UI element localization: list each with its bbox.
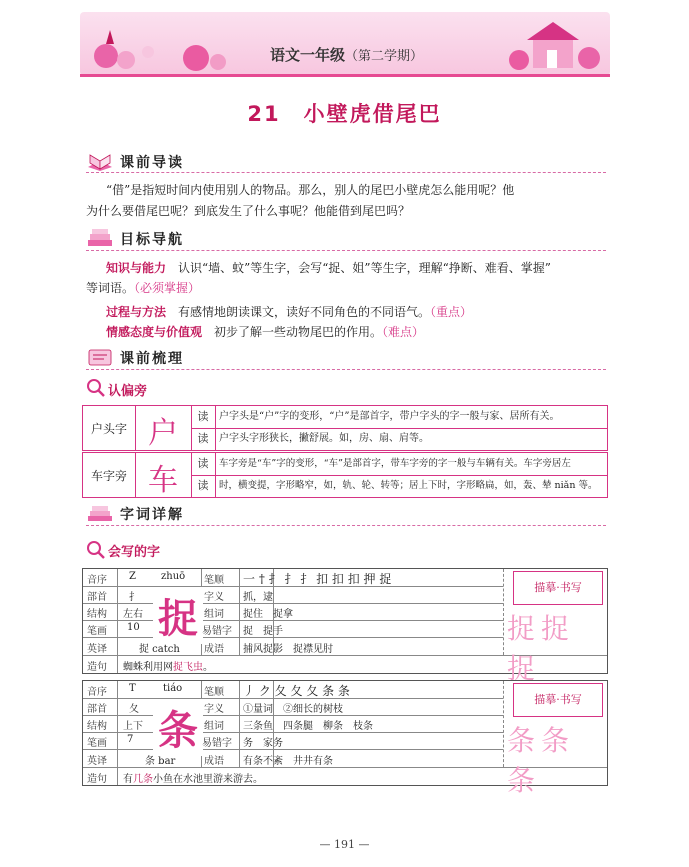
read-label: 读: [197, 479, 209, 492]
read-label: 读: [197, 457, 209, 470]
example-highlight: 捉飞虫: [173, 662, 203, 673]
trace-characters: 捉捉捉: [507, 612, 576, 685]
books-icon: [86, 503, 114, 523]
label-bushou: 部首: [87, 704, 107, 715]
magnifier-icon: [86, 378, 106, 398]
books-stack-icon: [86, 228, 114, 248]
radical-desc-2: 时，横变提，字形略窄，如，轨、轮、转等；居上下时，字形略扁，如，轰、辇 niǎn 等。: [219, 480, 598, 491]
label-zuci: 组词: [204, 609, 224, 620]
goal-attitude: [106, 322, 626, 342]
goal-attitude-label: 情感态度与价值观: [106, 325, 203, 339]
trace-label: 描摹·书写: [513, 571, 603, 605]
book-title: 语文一年级（第二学期）: [270, 46, 424, 64]
label-jiegou: 结构: [87, 609, 107, 620]
radical-desc-1: 户字头是“户”字的变形，“户”是部首字，带户字头的字一般与家、居所有关。: [219, 411, 560, 422]
section-review-rule: [86, 369, 606, 370]
section-words-rule: [86, 525, 606, 526]
read-label: 读: [197, 410, 209, 423]
section-review-title: 课前梳理: [120, 351, 184, 367]
section-goals-title: 目标导航: [120, 232, 184, 248]
intro-line-2: 为什么要借尾巴呢？到底发生了什么事呢？他能借到尾巴吗？: [86, 204, 411, 218]
label-chengyu: 成语: [204, 644, 224, 655]
label-zuci: 组词: [204, 721, 224, 732]
value-zuci: 捉住 捉拿: [243, 609, 293, 620]
example-sentence: 有几条小鱼在水池里游来游去。: [123, 774, 263, 785]
value-bishun: 一 † 扌 扌 扌 扣 扣 扣 押 捉: [243, 572, 392, 586]
example-highlight: 几条: [133, 774, 153, 785]
read-label: 读: [197, 432, 209, 445]
section-intro-rule: [86, 172, 606, 173]
label-ziyi: 字义: [204, 592, 224, 603]
label-bihua: 笔画: [87, 626, 107, 637]
label-yingyi: 英译: [87, 644, 107, 655]
value-jiegou: 上下: [123, 721, 143, 732]
trace-label: 描摹·书写: [513, 683, 603, 717]
intro-line-1: “借”是指短时间内使用别人的物品。那么，别人的尾巴小壁虎怎么能用呢？他: [106, 183, 515, 197]
trace-characters: 条条条: [507, 724, 576, 797]
value-yicuo: 务 家务: [243, 738, 283, 749]
goal-knowledge-tag: （必须掌握）: [134, 281, 201, 295]
value-bihua: 7: [127, 734, 134, 745]
goal-knowledge-cont: 等词语。（必须掌握）: [86, 281, 201, 295]
radical-char: 车: [148, 463, 178, 498]
label-yingyi: 英译: [87, 756, 107, 767]
label-yicuo: 易错字: [202, 626, 232, 637]
goal-method-label: 过程与方法: [106, 305, 167, 319]
label-yicuo: 易错字: [202, 738, 232, 749]
value-ziyi: ①量词 ②细长的树枝: [243, 704, 343, 715]
main-character: 捉: [153, 587, 203, 644]
value-chengyu: 有条不紊 井井有条: [243, 756, 333, 767]
label-chengyu: 成语: [204, 756, 224, 767]
value-yingyi: 条 bar: [145, 756, 176, 767]
value-yingyi: 捉 catch: [139, 644, 180, 655]
label-bishun: 笔顺: [204, 687, 224, 698]
label-jiegou: 结构: [87, 721, 107, 732]
goal-knowledge-label: 知识与能力: [106, 261, 167, 275]
radical-desc-1: 车字旁是“车”字的变形，“车”是部首字，带车字旁的字一般与车辆有关。车字旁居左: [219, 458, 571, 469]
notebook-icon: [86, 347, 114, 367]
book-icon: [86, 151, 114, 171]
label-bihua: 笔画: [87, 738, 107, 749]
section-goals-rule: [86, 250, 606, 251]
goal-method-tag: （重点）: [430, 305, 473, 319]
label-ziyi: 字义: [204, 704, 224, 715]
value-jiegou: 左右: [123, 609, 143, 620]
value-bishun: 丿 ク 夂 夂 夂 条 条: [243, 684, 350, 698]
book-subtitle: （第二学期）: [345, 49, 424, 64]
goal-method-text: 有感情地朗读课文，读好不同角色的不同语气。: [178, 305, 431, 319]
lesson-title: 21 小壁虎借尾巴: [247, 102, 442, 126]
label-zaoju: 造句: [87, 774, 107, 785]
char-card-tiao: [82, 680, 608, 797]
value-yinxu: Z: [129, 571, 136, 582]
label-bushou: 部首: [87, 592, 107, 603]
value-chengyu: 捕风捉影 捉襟见肘: [243, 644, 333, 655]
radical-box-che: [82, 452, 608, 498]
value-ziyi: 抓，逮: [243, 592, 273, 603]
write-heading: 会写的字: [108, 545, 161, 560]
section-words-title: 字词详解: [120, 507, 184, 523]
radical-char: 户: [148, 416, 178, 451]
magnifier-icon: [86, 540, 106, 560]
goal-method: [106, 302, 626, 322]
radical-name: 户头字: [90, 422, 127, 436]
label-yinxu: 音序: [87, 575, 107, 586]
label-bishun: 笔顺: [204, 575, 224, 586]
value-yinxu: T: [129, 683, 136, 694]
char-card-zhuo: [82, 568, 608, 685]
goal-knowledge-text: 认识“墙、蚊”等生字，会写“捉、姐”等生字，理解“挣断、难看、掌握”: [178, 261, 551, 275]
header-flower-decoration: [86, 22, 236, 74]
goal-attitude-tag: （难点）: [382, 325, 425, 339]
value-zuci: 三条鱼 四条腿 柳条 枝条: [243, 721, 373, 732]
radical-box-hu: [82, 405, 608, 451]
goal-attitude-text: 初步了解一些动物尾巴的作用。: [214, 325, 383, 339]
label-zaoju: 造句: [87, 662, 107, 673]
header-house-decoration: [505, 16, 605, 74]
main-character: 条: [153, 699, 203, 756]
section-intro-title: 课前导读: [120, 155, 184, 171]
page-number: — 191 —: [319, 838, 370, 851]
radical-desc-2: 户字头字形狭长，撇舒展。如，房、扇、肩等。: [219, 433, 429, 444]
value-bihua: 10: [127, 622, 140, 633]
value-bushou: 夂: [129, 704, 139, 715]
label-yinxu: 音序: [87, 687, 107, 698]
page-header: [0, 0, 689, 86]
value-pinyin: tiáo: [163, 683, 183, 694]
value-bushou: 扌: [129, 592, 139, 603]
example-sentence: 蜘蛛利用网捉飞虫。: [123, 662, 213, 673]
value-yicuo: 捉 提手: [243, 626, 283, 637]
header-rule: [80, 74, 610, 77]
goal-knowledge: [106, 258, 626, 278]
radical-name: 车字旁: [90, 469, 127, 483]
value-pinyin: zhuō: [161, 571, 186, 582]
radicals-heading: 认偏旁: [108, 384, 148, 399]
